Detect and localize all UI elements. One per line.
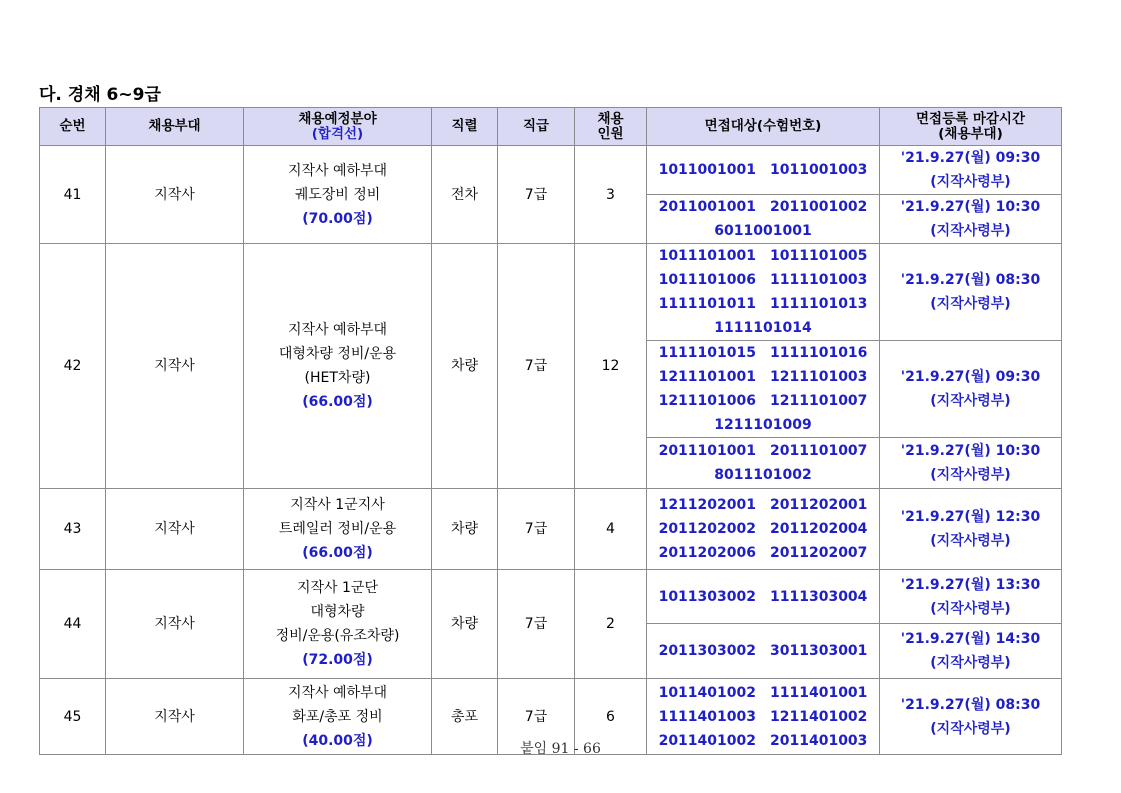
row-no: 45 (40, 679, 106, 755)
exam-number: 1211101007 (770, 393, 868, 409)
exam-number: 1011001003 (770, 162, 868, 178)
id-line (647, 195, 879, 219)
row-series: 차량 (432, 489, 498, 570)
registration-deadline (880, 146, 1062, 195)
header-unit: 채용부대 (106, 108, 244, 146)
id-line (647, 681, 879, 705)
row-count: 3 (575, 146, 647, 244)
row-no: 43 (40, 489, 106, 570)
id-line (647, 493, 879, 517)
row-field (244, 489, 432, 570)
row-series: 차량 (432, 570, 498, 679)
page-footer: 붙임 91 - 66 (520, 741, 601, 757)
field-line: 대형차량 (310, 604, 365, 620)
row-unit: 지작사 (106, 679, 244, 755)
row-unit: 지작사 (106, 244, 244, 489)
exam-number: 2011202002 (658, 521, 756, 537)
exam-number: 1211101001 (658, 369, 756, 385)
exam-number: 1011303002 (658, 588, 756, 605)
id-line (647, 244, 879, 268)
exam-number: 1211401002 (770, 708, 868, 725)
row-no: 42 (40, 244, 106, 489)
interviewee-ids (647, 438, 880, 489)
id-line (647, 585, 879, 609)
field-line: 지작사 예하부대 (287, 322, 388, 338)
exam-number: 1011101005 (770, 248, 868, 264)
deadline-place: (지작사령부) (930, 720, 1011, 737)
row-grade: 7급 (498, 570, 575, 679)
interview-schedule-table (39, 107, 1062, 755)
id-line (647, 219, 879, 243)
field-line: 지작사 예하부대 (287, 684, 388, 701)
row-field (244, 146, 432, 244)
field-line: 대형차량 정비/운용 (278, 346, 397, 362)
cutoff-score: (70.00점) (302, 210, 373, 227)
deadline-time: '21.9.27(월) 10:30 (900, 199, 1041, 215)
header-count (575, 108, 647, 146)
exam-number: 1111101016 (770, 345, 868, 361)
cutoff-score: (72.00점) (302, 652, 373, 668)
field-line: 궤도장비 정비 (294, 186, 381, 203)
cutoff-score: (66.00점) (302, 394, 373, 410)
deadline-time: '21.9.27(월) 13:30 (900, 576, 1041, 593)
exam-number: 1111101013 (770, 296, 868, 312)
deadline-place: (지작사령부) (930, 393, 1011, 409)
row-series: 차량 (432, 244, 498, 489)
deadline-place: (지작사령부) (930, 533, 1011, 549)
exam-number: 1011001001 (658, 162, 756, 178)
deadline-time: '21.9.27(월) 10:30 (900, 443, 1041, 459)
exam-number: 2011202006 (658, 545, 756, 561)
header-series: 직렬 (432, 108, 498, 146)
header-cutoff-label: (합격선) (311, 125, 364, 142)
header-field (244, 108, 432, 146)
id-line (647, 463, 879, 487)
exam-number: 2011202004 (770, 521, 868, 537)
id-line (647, 389, 879, 413)
registration-deadline (880, 624, 1062, 679)
interviewee-ids (647, 146, 880, 195)
header-count-line2: 인원 (597, 125, 624, 142)
exam-number: 8011101002 (714, 467, 812, 483)
exam-number: 1111303004 (770, 588, 868, 605)
deadline-time: '21.9.27(월) 09:30 (900, 369, 1041, 385)
header-count-line1: 채용 (597, 110, 624, 127)
section-title: 다. 경채 6~9급 (39, 85, 161, 105)
id-line (647, 439, 879, 463)
header-no: 순번 (40, 108, 106, 146)
exam-number: 2011202007 (770, 545, 868, 561)
table-row (40, 244, 1062, 341)
header-grade: 직급 (498, 108, 575, 146)
row-unit: 지작사 (106, 570, 244, 679)
exam-number: 2011401003 (770, 732, 868, 749)
exam-number: 1211202001 (658, 497, 756, 513)
row-count: 2 (575, 570, 647, 679)
exam-number: 1211101006 (658, 393, 756, 409)
row-count: 12 (575, 244, 647, 489)
field-line: 트레일러 정비/운용 (278, 521, 397, 537)
exam-number: 1011401002 (658, 684, 756, 701)
id-line (647, 413, 879, 437)
table-body (40, 146, 1062, 755)
deadline-time: '21.9.27(월) 08:30 (900, 696, 1041, 713)
exam-number: 2011202001 (770, 497, 868, 513)
exam-number: 1011101006 (658, 272, 756, 288)
id-line (647, 316, 879, 340)
field-line: 지작사 예하부대 (287, 162, 388, 179)
exam-number: 2011001002 (770, 199, 868, 215)
deadline-place: (지작사령부) (930, 655, 1011, 671)
deadline-place: (지작사령부) (930, 600, 1011, 617)
registration-deadline (880, 341, 1062, 438)
field-line: 지작사 1군단 (297, 580, 378, 596)
row-series: 총포 (432, 679, 498, 755)
exam-number: 3011303001 (770, 643, 868, 659)
exam-number: 2011303002 (658, 643, 756, 659)
exam-number: 2011101001 (658, 443, 756, 459)
cutoff-score: (40.00점) (302, 732, 373, 749)
id-line (647, 292, 879, 316)
header-interviewees: 면접대상(수험번호) (647, 108, 880, 146)
deadline-time: '21.9.27(월) 14:30 (900, 631, 1041, 647)
exam-number: 1211101003 (770, 369, 868, 385)
row-grade: 7급 (498, 244, 575, 489)
id-line (647, 158, 879, 182)
interviewee-ids (647, 195, 880, 244)
header-row (40, 108, 1062, 146)
exam-number: 1111101014 (714, 320, 812, 336)
interviewee-ids (647, 624, 880, 679)
row-no: 41 (40, 146, 106, 244)
exam-number: 1111101003 (770, 272, 868, 288)
id-line (647, 517, 879, 541)
deadline-time: '21.9.27(월) 08:30 (900, 272, 1041, 288)
exam-number: 2011001001 (658, 199, 756, 215)
exam-number: 6011001001 (714, 223, 812, 239)
deadline-time: '21.9.27(월) 09:30 (900, 150, 1041, 166)
exam-number: 1111401003 (658, 708, 756, 725)
exam-number: 1011101001 (658, 248, 756, 264)
row-grade: 7급 (498, 146, 575, 244)
id-line (647, 541, 879, 565)
field-line: 지작사 1군지사 (290, 497, 385, 513)
row-unit: 지작사 (106, 489, 244, 570)
id-line (647, 365, 879, 389)
exam-number: 1111101011 (658, 296, 756, 312)
field-line: 화포/총포 정비 (292, 708, 383, 725)
exam-number: 2011101007 (770, 443, 868, 459)
registration-deadline (880, 438, 1062, 489)
deadline-time: '21.9.27(월) 12:30 (900, 509, 1041, 525)
registration-deadline (880, 570, 1062, 624)
id-line (647, 639, 879, 663)
field-line: 정비/운용(유조차량) (275, 628, 400, 644)
interviewee-ids (647, 570, 880, 624)
cutoff-score: (66.00점) (302, 545, 373, 561)
registration-deadline (880, 244, 1062, 341)
row-field (244, 570, 432, 679)
row-grade: 7급 (498, 679, 575, 755)
row-grade: 7급 (498, 489, 575, 570)
row-count: 6 (575, 679, 647, 755)
table-row (40, 146, 1062, 195)
deadline-place: (지작사령부) (930, 174, 1011, 190)
deadline-place: (지작사령부) (930, 296, 1011, 312)
exam-number: 2011401002 (658, 732, 756, 749)
deadline-place: (지작사령부) (930, 223, 1011, 239)
registration-deadline (880, 195, 1062, 244)
field-line: (HET차량) (304, 370, 371, 386)
header-deadline-line2: (채용부대) (938, 125, 1003, 142)
row-count: 4 (575, 489, 647, 570)
exam-number: 1211101009 (714, 417, 812, 433)
interviewee-ids (647, 341, 880, 438)
header-field-label: 채용예정분야 (298, 110, 377, 127)
row-no: 44 (40, 570, 106, 679)
row-series: 전차 (432, 146, 498, 244)
interviewee-ids (647, 489, 880, 570)
exam-number: 1111401001 (770, 684, 868, 701)
interviewee-ids (647, 244, 880, 341)
table-row (40, 489, 1062, 570)
id-line (647, 705, 879, 729)
id-line (647, 268, 879, 292)
exam-number: 1111101015 (658, 345, 756, 361)
row-unit: 지작사 (106, 146, 244, 244)
header-deadline-line1: 면접등록 마감시간 (915, 110, 1026, 127)
row-field (244, 244, 432, 489)
deadline-place: (지작사령부) (930, 467, 1011, 483)
registration-deadline (880, 489, 1062, 570)
header-deadline (880, 108, 1062, 146)
id-line (647, 341, 879, 365)
table-row (40, 570, 1062, 624)
